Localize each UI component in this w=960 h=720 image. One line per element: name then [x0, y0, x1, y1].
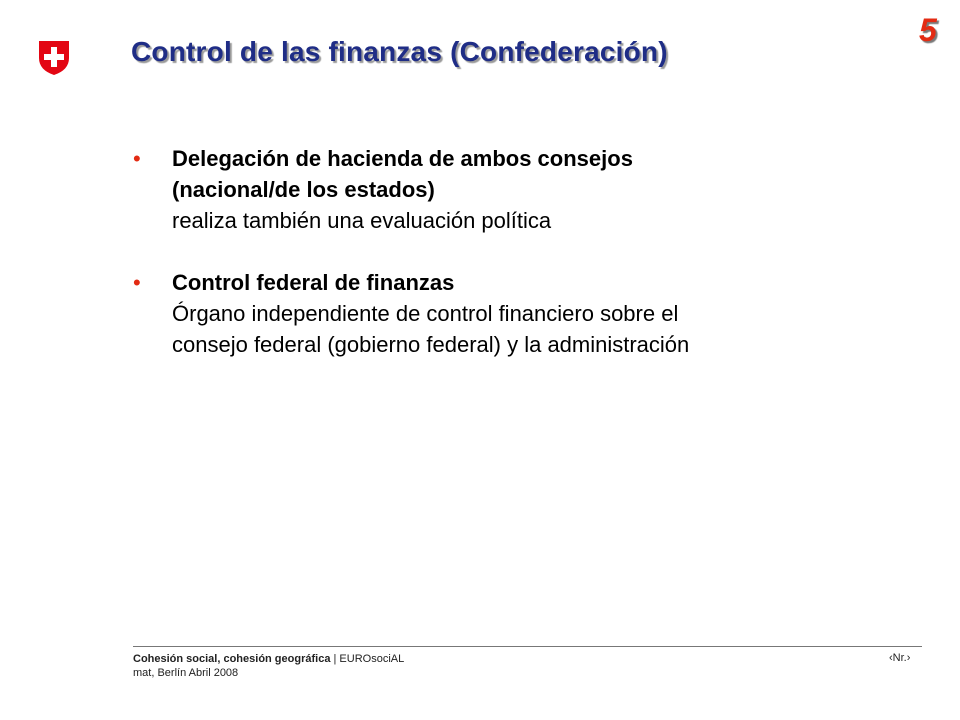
footer: [133, 652, 404, 680]
swiss-cross-shield-icon: [38, 40, 70, 76]
footer-line-1: [133, 652, 404, 666]
page-title: Control de las finanzas (Confederación): [131, 36, 668, 67]
bullet-heading-line: (nacional/de los estados): [172, 177, 435, 202]
bullet-dot-icon: •: [133, 270, 141, 295]
slide-number: 5: [919, 12, 937, 48]
footer-separator: |: [330, 653, 340, 665]
footer-topic: Cohesión social, cohesión geográfica: [133, 653, 331, 665]
bullet-item: [133, 267, 893, 360]
footer-divider: [133, 646, 922, 647]
footer-program: EUROsociAL: [339, 653, 405, 665]
bullet-body-line: Órgano independiente de control financiero sobre el: [172, 301, 679, 326]
bullet-body-line: consejo federal (gobierno federal) y la administración: [172, 332, 690, 357]
bullet-dot-icon: •: [133, 146, 141, 171]
bullet-body-line: realiza también una evaluación política: [172, 208, 552, 233]
bullet-heading-line: Delegación de hacienda de ambos consejos: [172, 146, 633, 171]
page-number-placeholder: ‹Nr.›: [889, 652, 911, 664]
footer-line-2: mat, Berlín Abril 2008: [133, 667, 239, 679]
bullet-item: [133, 143, 893, 236]
bullet-list: [133, 143, 893, 391]
bullet-heading-line: Control federal de finanzas: [172, 270, 455, 295]
